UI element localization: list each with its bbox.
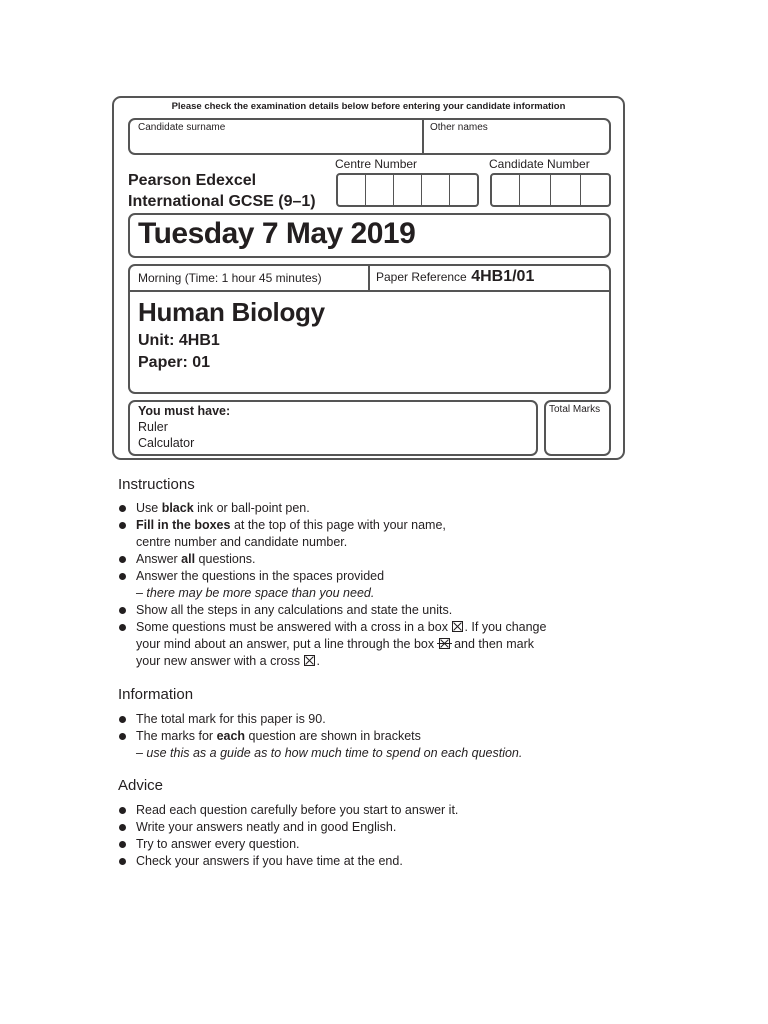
board-name: Pearson Edexcel — [128, 172, 257, 189]
equipment-item: Ruler — [138, 420, 168, 434]
list-item: Answer all questions. — [118, 551, 546, 568]
divider — [130, 290, 609, 292]
paper-reference — [376, 268, 534, 286]
bullet-icon — [119, 522, 126, 529]
other-names-label: Other names — [430, 122, 488, 133]
equipment-list — [138, 403, 230, 451]
session-time: Morning (Time: 1 hour 45 minutes) — [138, 271, 322, 285]
bullet-icon — [119, 556, 126, 563]
bullet-icon — [119, 824, 126, 831]
bullet-icon — [119, 807, 126, 814]
paper-number: Paper: 01 — [138, 354, 211, 371]
equipment-item: Calculator — [138, 436, 195, 450]
subject-title: Human Biology — [138, 297, 325, 327]
candidate-number-divider — [519, 173, 520, 206]
list-item: Use black ink or ball-point pen. — [118, 500, 546, 517]
bullet-icon — [119, 716, 126, 723]
bullet-icon — [119, 733, 126, 740]
centre-number-divider — [393, 173, 394, 206]
candidate-number-label: Candidate Number — [489, 157, 590, 171]
list-item: Fill in the boxes at the top of this page with your name, centre number and candidate number. — [118, 517, 546, 551]
bullet-icon — [119, 573, 126, 580]
centre-number-divider — [449, 173, 450, 206]
check-details-notice: Please check the examination details below before entering your candidate information — [171, 101, 566, 112]
bullet-icon — [119, 505, 126, 512]
bullet-icon — [119, 624, 126, 631]
qualification-name: International GCSE (9–1) — [128, 193, 316, 210]
advice-list — [118, 802, 458, 870]
crossed-box-icon — [304, 655, 315, 666]
must-have-label: You must have: — [138, 404, 231, 418]
list-item: The marks for each question are shown in brackets – use this as a guide as to how much time to spend on each question. — [118, 728, 522, 762]
exam-date: Tuesday 7 May 2019 — [138, 217, 416, 250]
bullet-icon — [119, 858, 126, 865]
list-item: The total mark for this paper is 90. — [118, 711, 522, 728]
list-item: Show all the steps in any calculations and state the units. — [118, 602, 546, 619]
centre-number-field[interactable] — [336, 173, 479, 207]
centre-number-label: Centre Number — [335, 157, 418, 171]
centre-number-divider — [365, 173, 366, 206]
crossed-box-icon — [452, 621, 463, 632]
unit-code: Unit: 4HB1 — [138, 332, 220, 349]
candidate-number-divider — [550, 173, 551, 206]
paper-reference-code: 4HB1/01 — [471, 268, 535, 285]
information-list — [118, 711, 522, 762]
information-heading: Information — [118, 686, 194, 703]
bullet-icon — [119, 841, 126, 848]
struck-crossed-box-icon — [439, 638, 450, 649]
instructions-list — [118, 500, 546, 670]
candidate-surname-label: Candidate surname — [138, 122, 226, 133]
list-item: Read each question carefully before you start to answer it. — [118, 802, 458, 819]
list-item: Write your answers neatly and in good English. — [118, 819, 458, 836]
advice-heading: Advice — [118, 777, 164, 794]
centre-number-divider — [421, 173, 422, 206]
instructions-heading: Instructions — [118, 476, 195, 493]
candidate-number-divider — [580, 173, 581, 206]
paper-reference-label: Paper Reference — [376, 270, 467, 284]
list-item: Check your answers if you have time at the end. — [118, 853, 458, 870]
total-marks-label: Total Marks — [549, 404, 601, 415]
divider — [368, 266, 370, 290]
bullet-icon — [119, 607, 126, 614]
list-item: Try to answer every question. — [118, 836, 458, 853]
exam-board — [128, 170, 316, 212]
list-item: Some questions must be answered with a cross in a box . If you change your mind about an answer, put a line through the box and then mark your new answer with a cross . — [118, 619, 546, 670]
list-item: Answer the questions in the spaces provided – there may be more space than you need. — [118, 568, 546, 602]
